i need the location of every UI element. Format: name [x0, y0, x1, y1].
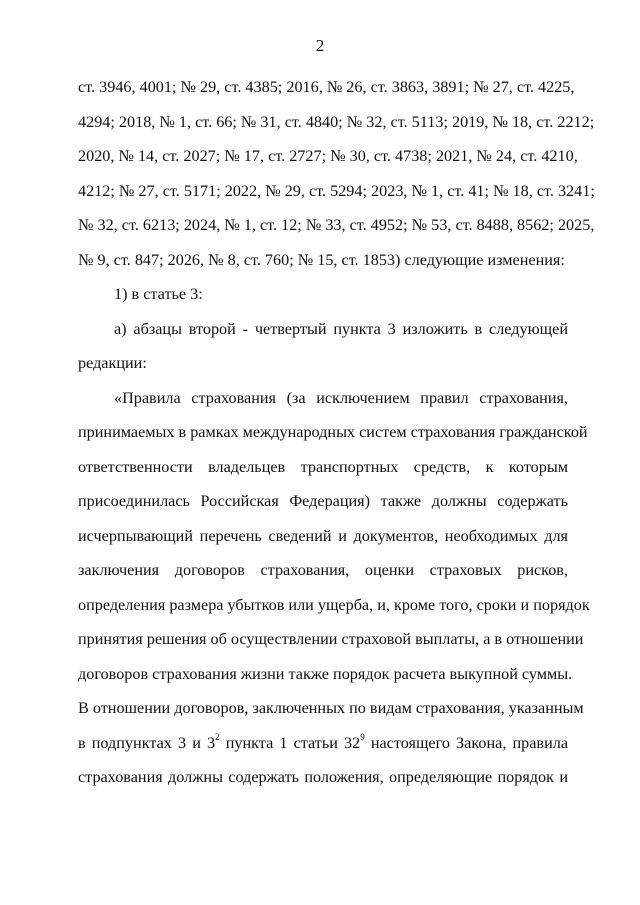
text-line-5: № 32, ст. 6213; 2024, № 1, ст. 12; № 33, ст. 4952; № 53, ст. 8488, 8562; 2025, — [78, 216, 595, 234]
text-line-17: принятия решения об осуществлении страховой выплаты, а в отношении — [78, 630, 584, 648]
text-line-20 — [78, 726, 568, 761]
text-line-15: заключения договоров страхования, оценки страховых рисков, — [78, 561, 568, 579]
text-line-8: а) абзацы второй - четвертый пункта 3 изложить в следующей — [114, 319, 568, 338]
text-line-19: В отношении договоров, заключенных по видам страхования, указанным — [78, 699, 584, 717]
document-body — [78, 70, 595, 795]
text-line-14: исчерпывающий перечень сведений и документов, необходимых для — [78, 526, 568, 545]
superscript: 2 — [215, 732, 220, 743]
text-line-18: договоров страхования жизни также порядок расчета выкупной суммы. — [78, 664, 573, 683]
text-segment: пункта 1 статьи 32 — [219, 733, 361, 752]
text-line-4: 4212; № 27, ст. 5171; 2022, № 29, ст. 5294; 2023, № 1, ст. 41; № 18, ст. 3241; — [78, 181, 595, 200]
text-line-11: принимаемых в рамках международных систем страхования гражданской — [78, 423, 588, 441]
page-number: 2 — [315, 36, 325, 55]
text-line-9: редакции: — [78, 354, 147, 372]
text-line-21: страхования должны содержать положения, определяющие порядок и — [78, 768, 568, 786]
text-line-12: ответственности владельцев транспортных средств, к которым — [78, 457, 568, 476]
text-segment: настоящего Закона, правила — [364, 733, 568, 752]
text-line-1: ст. 3946, 4001; № 29, ст. 4385; 2016, № 26, ст. 3863, 3891; № 27, ст. 4225, — [78, 78, 575, 96]
text-line-7: 1) в статье 3: — [114, 285, 203, 303]
text-segment: в подпунктах 3 и 3 — [78, 733, 216, 752]
text-line-13: присоединилась Российская Федерация) также должны содержать — [78, 492, 568, 510]
text-line-16: определения размера убытков или ущерба, и, кроме того, сроки и порядок — [78, 595, 590, 614]
text-line-2: 4294; 2018, № 1, ст. 66; № 31, ст. 4840; № 32, ст. 5113; 2019, № 18, ст. 2212; — [78, 112, 595, 131]
superscript: 9 — [360, 732, 365, 743]
text-line-6: № 9, ст. 847; 2026, № 8, ст. 760; № 15, ст. 1853) следующие изменения: — [78, 250, 565, 269]
text-line-3: 2020, № 14, ст. 2027; № 17, ст. 2727; № 30, ст. 4738; 2021, № 24, ст. 4210, — [78, 147, 578, 165]
text-line-10: «Правила страхования (за исключением правил страхования, — [114, 388, 568, 407]
